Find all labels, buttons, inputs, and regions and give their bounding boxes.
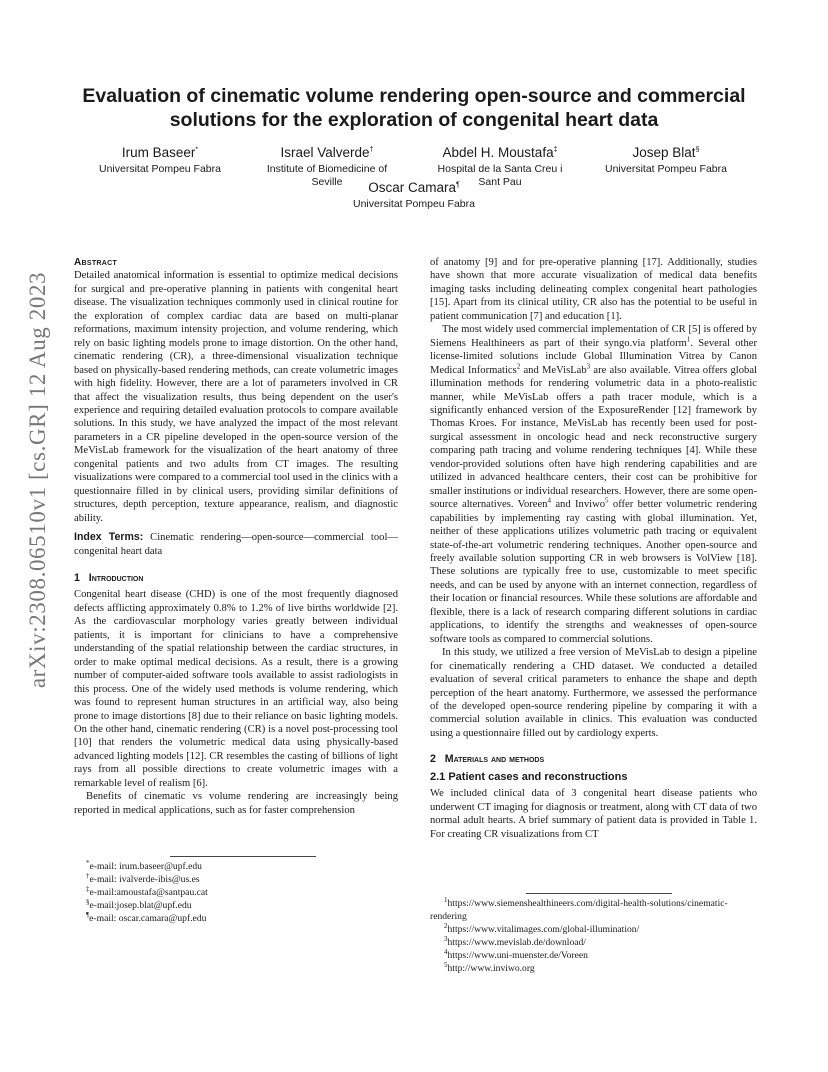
author-mark: ¶ bbox=[456, 181, 460, 189]
right-paragraph-1: of anatomy [9] and for pre-operative planning [17]. Additionally, studies have shown that more accurate visualization of medical data benefits imaging tasks including delineating complex congenital heart pathologies [15]. Apart from its clinical utility, CR also has the potential to be useful in patient communication [7] and education [1]. bbox=[430, 257, 757, 322]
footnote-email[interactable]: e-mail:amoustafa@santpau.cat bbox=[89, 887, 208, 898]
author-affiliation: Universitat Pompeu Fabra bbox=[353, 198, 475, 210]
footnote-rule bbox=[526, 893, 672, 894]
footnote-mark: 5 bbox=[444, 960, 448, 969]
footnote-link[interactable]: https://www.mevislab.de/download/ bbox=[447, 937, 586, 948]
footnote-ref: 1 bbox=[686, 335, 691, 344]
footnote-item bbox=[86, 886, 398, 899]
footnote-mark: 1 bbox=[444, 895, 448, 904]
footnote-mark: ¶ bbox=[86, 910, 90, 919]
footnote-email[interactable]: e-mail: irum.baseer@upf.edu bbox=[89, 861, 202, 872]
footnote-link[interactable]: https://www.siemenshealthineers.com/digital-health-solutions/cinematic-rendering bbox=[430, 898, 728, 922]
text-run: and Inviwo bbox=[550, 499, 606, 511]
footnote-item bbox=[444, 949, 757, 962]
author-mark: § bbox=[695, 146, 700, 154]
footnote-email[interactable]: e-mail:josep.blat@upf.edu bbox=[89, 900, 192, 911]
intro-paragraph-2: Benefits of cinematic vs volume rendering are increasingly being reported in medical applications, such as for faster comprehension bbox=[74, 791, 398, 816]
footnote-item bbox=[444, 962, 757, 975]
author-name: Irum Baseer bbox=[121, 145, 196, 160]
arxiv-identifier[interactable]: arXiv:2308.06510v1 [cs.GR] 12 Aug 2023 bbox=[25, 271, 50, 689]
footnote-ref: 2 bbox=[516, 362, 521, 371]
footnote-mark: 2 bbox=[444, 921, 448, 930]
author-affiliation-2: Sant Pau bbox=[478, 176, 522, 188]
footnote-item bbox=[86, 912, 398, 925]
section-number: 1 bbox=[74, 571, 80, 584]
title-line-1: Evaluation of cinematic volume rendering open-source and commercial bbox=[82, 85, 746, 107]
subsection-2-1-heading: 2.1 Patient cases and reconstructions bbox=[430, 770, 628, 783]
footnote-mark: 4 bbox=[444, 947, 448, 956]
left-column bbox=[74, 256, 398, 817]
author-mark: * bbox=[195, 146, 199, 154]
text-run: The most widely used commercial implementation of CR [5] is offered by Siemens Healthineers as part of their syngo.via platform bbox=[430, 324, 757, 349]
footnote-email[interactable]: e-mail: ivalverde-ibis@us.es bbox=[89, 874, 200, 885]
author-mark: ‡ bbox=[553, 146, 558, 154]
footnote-link[interactable]: https://www.vitalimages.com/global-illumination/ bbox=[447, 924, 640, 935]
footnote-mark: § bbox=[86, 897, 90, 906]
footnote-rule bbox=[170, 856, 316, 857]
arxiv-sidebar bbox=[18, 271, 58, 689]
footnote-item bbox=[86, 873, 398, 886]
author-1 bbox=[90, 145, 230, 176]
footnotes-left bbox=[74, 856, 398, 925]
footnote-item bbox=[430, 897, 757, 923]
intro-paragraph-1: Congenital heart disease (CHD) is one of the most frequently diagnosed defects afflicting approximately 0.8% to 1.2% of live births worldwide [2]. As the cardiovascular morphology varies greatly between individual patients, it is important for clinicians to have a comprehensive understanding of the spatial relationship between the cardiac structures, in order to make optimal medical decisions. As a result, there is a growing number of computer-aided software tools available to assist radiologists in this process. One of the widely used methods is volume rendering, which was found to represent human structures in an artificial way, also being prone to image distortions [8] due to their reliance on basic lighting models. On the other hand, cinematic rendering (CR) is a novel post-processing tool [10] that renders the volumetric medical data using physically-based advanced lighting models [12]. CR resembles the casting of billions of light rays from all possible directions to create volumetric images with a remarkable level of realism [6]. bbox=[74, 589, 398, 789]
text-run: are also available. Vitrea offers global illumination methods for rendering volumetric data in a photo-realistic manner, while MeVisLab offers a path tracer module, which is a significantly enhanced version of the ExposureRender [12] framework by Thomas Kroes. For instance, MeVisLab has recently been used for post-surgical assessment in oncologic head and neck reconstructive surgery comparing path tracing and volume rendering techniques [4]. While these vendor-provided solutions often have high rendering capabilities and are utilized in advanced healthcare centers, their cost can be prohibitive for smaller institutions or individual researchers. However, there are some open-source alternatives. Voreen bbox=[430, 364, 757, 511]
paper-title bbox=[60, 84, 768, 132]
footnote-email[interactable]: e-mail: oscar.camara@upf.edu bbox=[89, 913, 207, 924]
footnote-item bbox=[444, 923, 757, 936]
author-affiliation-2: Seville bbox=[311, 176, 343, 188]
footnote-ref: 3 bbox=[586, 362, 591, 371]
section-title: Introduction bbox=[88, 571, 144, 584]
index-terms-text: Cinematic rendering—open-source—commercial tool—congenital heart data bbox=[74, 532, 398, 557]
section-2-heading bbox=[430, 753, 757, 766]
author-mark: † bbox=[369, 146, 374, 154]
section-number: 2 bbox=[430, 753, 436, 766]
author-name: Oscar Camara bbox=[368, 180, 456, 195]
author-name: Josep Blat bbox=[632, 145, 696, 160]
footnote-mark: 3 bbox=[444, 934, 448, 943]
right-column bbox=[430, 256, 757, 841]
author-affiliation: Universitat Pompeu Fabra bbox=[99, 163, 221, 175]
section-1-heading bbox=[74, 572, 398, 585]
footnote-mark: ‡ bbox=[86, 884, 90, 893]
footnote-item bbox=[86, 899, 398, 912]
text-run: . Several other license-limited solutions include Global Illumination Vitrea by Canon Medical Informatics bbox=[430, 337, 757, 376]
footnotes-right bbox=[430, 893, 757, 975]
footnote-link[interactable]: https://www.uni-muenster.de/Voreen bbox=[447, 950, 588, 961]
right-paragraph-4: We included clinical data of 3 congenital heart disease patients who underwent CT imaging for diagnosis or treatment, along with CT data of two normal adult hearts. A brief summary of patient data is provided in Table 1. For creating CR visualizations from CT bbox=[430, 788, 757, 840]
author-name: Abdel H. Moustafa bbox=[442, 145, 554, 160]
author-affiliation: Institute of Biomedicine of bbox=[266, 163, 388, 175]
author-4 bbox=[596, 145, 736, 176]
footnote-item bbox=[86, 860, 398, 873]
footnote-link[interactable]: http://www.inviwo.org bbox=[447, 963, 535, 974]
author-affiliation: Universitat Pompeu Fabra bbox=[605, 163, 727, 175]
abstract-heading: Abstract bbox=[74, 257, 118, 268]
author-5 bbox=[334, 180, 494, 211]
footnote-ref: 5 bbox=[605, 496, 609, 505]
footnote-mark: * bbox=[86, 858, 90, 867]
footnote-ref: 4 bbox=[547, 496, 551, 505]
footnote-mark: † bbox=[86, 871, 90, 880]
section-title: Materials and methods bbox=[444, 753, 545, 766]
title-line-2: solutions for the exploration of congenital heart data bbox=[169, 109, 659, 131]
right-paragraph-3: In this study, we utilized a free version of MeVisLab to design a pipeline for cinematically rendering a CHD dataset. We conducted a detailed evaluation of several critical parameters to enhance the shape and depth perception of the heart anatomy. Furthermore, we assessed the performance of the developed open-source rendering pipeline by comparing it with a commercial solution available in clinics. This evaluation was conducted using a questionnaire filled out by cardiology experts. bbox=[430, 647, 757, 739]
text-run: offer better volumetric rendering capabilities by implementing ray casting with global illumination. Yet, neither of these applications utilizes volumetric path tracing or equivalent state-of-the-art volumetric rendering techniques. Another open-source and freely available solution supporting CR in web browsers is VolView [18]. These solutions are typically free to use, customizable to meet specific needs, and can be used by anyone with an internet connection, regardless of their location or financial resources. While these solutions are affordable and flexible, there is a lack of research comparing different solutions in cardiac applications, to identify the strengths and weaknesses of open-source software tools as compared to commercial solutions. bbox=[430, 499, 757, 645]
index-terms bbox=[74, 531, 398, 558]
right-paragraph-2 bbox=[430, 323, 757, 646]
author-name: Israel Valverde bbox=[280, 145, 370, 160]
text-run: and MeVisLab bbox=[520, 364, 587, 376]
footnote-item bbox=[444, 936, 757, 949]
index-terms-label: Index Terms: bbox=[74, 531, 144, 544]
author-affiliation: Hospital de la Santa Creu i bbox=[437, 163, 563, 175]
abstract-text: Detailed anatomical information is essential to optimize medical decisions for surgical and pre-operative planning in patients with congenital heart disease. The visualization techniques commonly used in clinical routine for the exploration of complex cardiac data are based on multi-planar reformations, maximum intensity projection, and volume rendering, which rely on basic lighting models prone to image distortion. On the other hand, cinematic rendering (CR), a three-dimensional visualization technique based on physically-based rendering methods, can create volumetric images with high fidelity. However, there are a lot of parameters involved in CR that affect the visualization results, thus being dependent on the user's experience and requiring detailed evaluation protocols to compare available solutions. In this study, we have analyzed the impact of the most relevant parameters in a CR pipeline developed in the open-source version of the MeVisLab framework for the visualization of the heart anatomy of three congenital patients and two adults from CT images. The resulting visualizations were compared to a commercial tool used in the clinics with a questionnaire filled in by clinical users, providing similar definitions of structures, depth perception, texture appearance, realism, and diagnostic ability. bbox=[74, 270, 398, 524]
